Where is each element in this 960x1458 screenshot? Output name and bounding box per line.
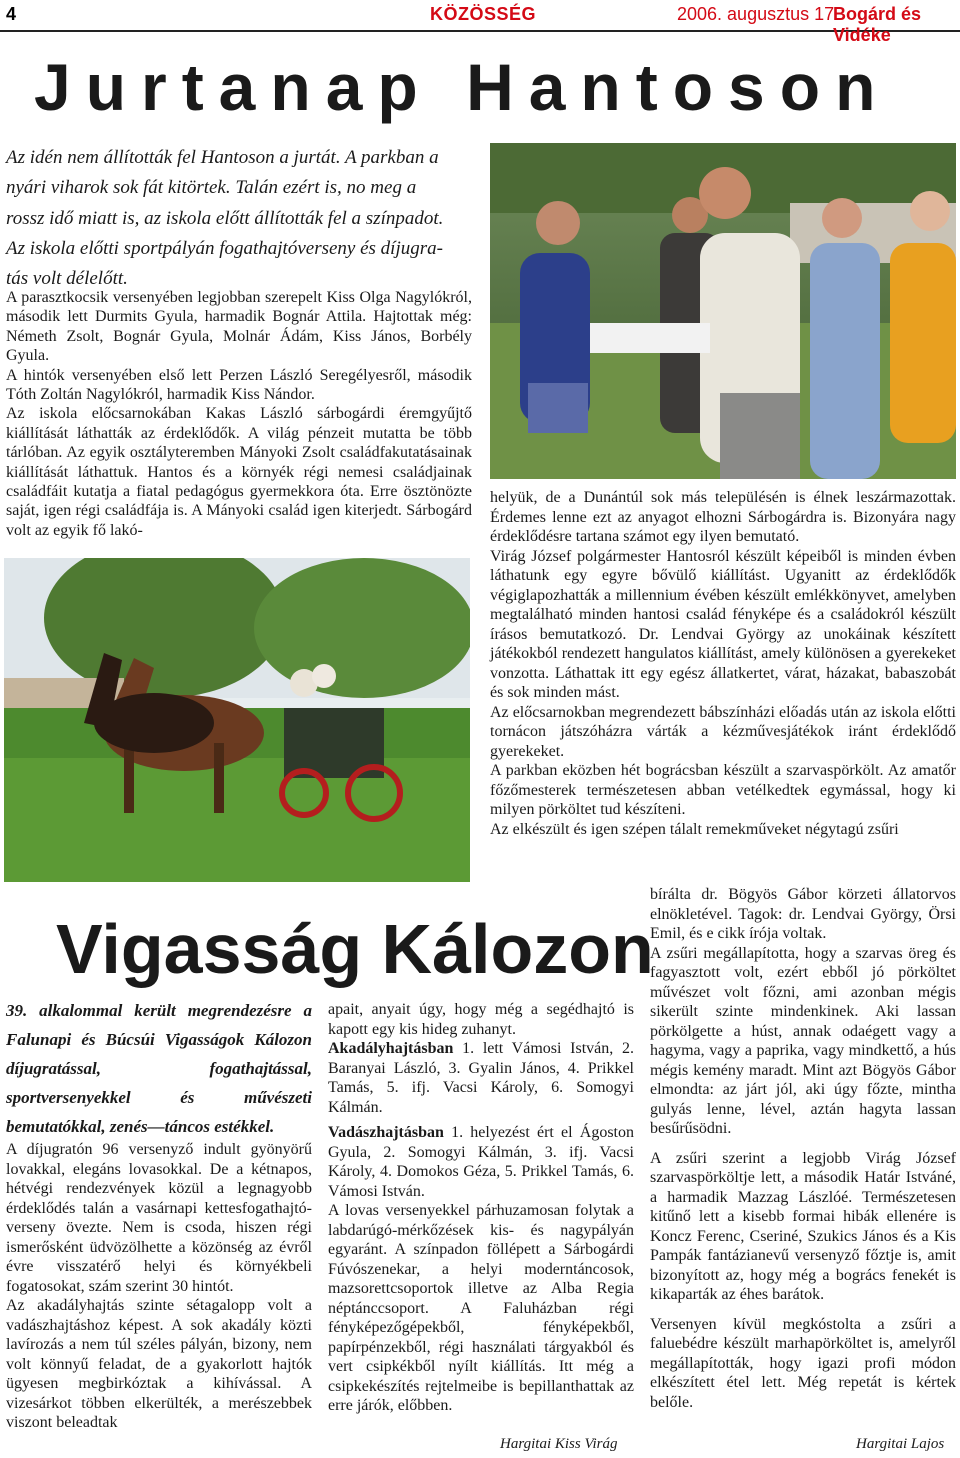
results-label: Vadászhajtásban xyxy=(328,1124,444,1141)
article2-col2 xyxy=(328,1000,634,1416)
lead-line: Az idén nem állították fel Hantoson a jurtát. A parkban a xyxy=(6,147,439,168)
paragraph: apait, anyait úgy, hogy még a segédhajtó is kapott egy kis hideg zuhanyt. xyxy=(328,1001,634,1038)
paragraph: Az akadályhajtás szinte sétagalopp volt a vadászhajtáshoz képest. A sok akadály közti lavírozás a nem túl széles pályán, bizony, nem volt könnyű feladat, de a gyakorlott hajtók ügyesen megbirkóztak a kihívással. A vizesárkot többen elkerülték, a merészebbek viszont beleadtak xyxy=(6,1297,312,1431)
paragraph: A lovas versenyekkel párhuzamosan folytak a labdarúgó-mérkőzések kis- és nagypályán egyaránt. A színpadon föllépett a Sárbogárdi Fúvószenekar, a helyi moderntáncosok, mazsorettcsoportok illetve az Alba Regia néptánccsoport. A Faluházban régi fényképezőgépekből, fényképekből, papírpénzekből, régi használati tárgyakból és vert csipkékből nyílt kiállítás. Itt még a csipkekészítés rejtelmeibe is bepillanthattak az erre járók, előbben. xyxy=(328,1202,634,1414)
paragraph: A díjugratón 96 versenyző indult gyönyörű lovakkal, elegáns lovasokkal. De a kétnapos, hétvégi rendezvények közül a legnagyobb érdeklődés talán a vasárnapi kettesfogathajtó-verseny övezte. Nem is csoda, hiszen régi ismerősként üdvözölhette a közönség az évről évre visszatérő helyi és környékbeli fogatosokat, szám szerint 30 hintót. xyxy=(6,1141,312,1295)
paragraph: Az előcsarnokban megrendezett bábszínházi előadás után az iskola előtti tornácon játszóházra várták a kézművesjátékok iránt érdeklődő gyerekeket. xyxy=(490,703,956,760)
paragraph: A parkban eközben hét bográcsban készült a szarvaspörkölt. Az amatőr főzőmesterek természetesen abban vetélkedtek egymással, hogy ki milyen pörköltet tud készíteni. xyxy=(490,762,956,818)
newspaper-brand: Bogárd és Vidéke xyxy=(833,4,922,45)
article1-body-wrap xyxy=(650,885,956,1412)
paragraph: A parasztkocsik versenyében legjobban szerepelt Kiss Olga Nagylókról, második lett Durmits Gyula, harmadik Bognár Attila. Hajtottak még: Németh Zsolt, Bognár Gyula, Molnár Ádám, Kiss János, Borbély Gyula. xyxy=(6,289,472,365)
article1-body-left xyxy=(6,288,472,540)
paragraph xyxy=(328,1039,634,1117)
issue-date: 2006. augusztus 17. xyxy=(677,4,840,24)
lead-line: nyári viharok sok fát kitörtek. Talán ezért is, no meg a xyxy=(6,177,417,199)
results-label: Akadályhajtásban xyxy=(328,1040,454,1057)
author-credit: Hargitai Kiss Virág xyxy=(500,1436,618,1452)
paragraph: bírálta dr. Bögyös Gábor körzeti állatorvos elnökletével. Tagok: dr. Lendvai György, Örsi Emil, és e cikk írója voltak. xyxy=(650,886,956,942)
article-title-jurtanap: Jurtanap Hantoson xyxy=(34,50,891,124)
paragraph: A hintók versenyében első lett Perzen László Seregélyesről, második Tóth Zoltán Nagylókról, harmadik Kiss Nándor. xyxy=(6,366,472,404)
paragraph: Az iskola előcsarnokában Kakas László sárbogárdi éremgyűjtő kiállítását láthatták az érdeklődők. A világ pénzeit mutatta be több tárlóban. Az egyik osztályteremben Mányoki Zsolt családfakutatásainak kiállítását láthattuk. Hantos és a környék régi nemesi családjainak családfáit kutatja a fiatal pedagógus gyermekkora óta. Erre ösztönözte saját, igen régi családfája is. A Mányoki család igen kiterjedt. Sárbogárd volt az egyik fő lakó- xyxy=(6,405,472,539)
lead-line: rossz idő miatt is, az iskola előtt állították fel a színpadot. xyxy=(6,207,444,229)
article1-body-right xyxy=(490,488,956,839)
article1-lead xyxy=(6,143,476,294)
paragraph: Az elkészült és igen szépen tálalt remekműveket négytagú zsűri xyxy=(490,820,899,838)
lead-line: Az iskola előtti sportpályán fogathajtóverseny és díjugra- xyxy=(6,237,443,259)
paragraph: Virág József polgármester Hantosról készült képeiből is minden évben láthatunk egy egyre bővülő kiállítást. Ugyanitt az érdeklődők végiglapozhatták a millennium évében készült emlékkönyvet, amelyben megtalálható minden hantosi család fényképe és a családokról készült írásos bemutatkozó. Dr. Lendvai György az unokáinak készített játékokból rendezett hangulatos kiállítást, amely különösen a gyerekeket vonzotta. Láthattak itt egy egész állatkertet, várat, házakat, babaszobát és sok minden mást. xyxy=(490,547,956,701)
results-text: 1. lett Vámosi István, 2. Baranyai László, 3. Gyalin János, 4. Prikkel Tamás, 5. ifj. Vacsi Károly, 6. Somogyi Kálmán. xyxy=(328,1040,634,1116)
paragraph xyxy=(328,1123,634,1201)
section-label: KÖZÖSSÉG xyxy=(430,4,537,24)
horse-carriage-photo xyxy=(4,558,470,882)
article2-col1 xyxy=(6,1140,312,1433)
paragraph: helyük, de a Dunántúl sok más településén is élnek leszármazottak. Érdemes lenne ezt az anyagot elhozni Sárbogárdra is. Bizonyára nagy érdeklődésre tartana számot egy ilyen bemutató. xyxy=(490,489,956,545)
author-credit: Hargitai Lajos xyxy=(856,1436,945,1452)
results-text: 1. helyezést ért el Ágoston Gyula, 2. Somogyi Kálmán, 3. ifj. Vacsi Károly, 4. Domokos Géza, 5. Prikkel Tamás, 6. Vámosi István. xyxy=(328,1124,634,1200)
paragraph: Versenyen kívül megkóstolta a zsűri a faluebédre készült marhapörköltet is, amelyről megállapították, hogy igazi profi módon elkészített étel lett. Még repetát is kértek belőle. xyxy=(650,1315,956,1411)
horse-carriage-photo-image xyxy=(4,558,470,882)
handshake-photo xyxy=(490,143,956,479)
paragraph: A zsűri szerint a legjobb Virág József szarvaspörköltje lett, a második Határ Istváné, a harmadik Mazzag Lászlóé. Természetesen kitűnő lett a kisebb formai hibák ellenére is Koncz Ferenc, Cseriné, Szukics János és a Kis Pampák fantázianevű versenyző főztje is, amit bizonyított az, hogy még a bogrács fenekét is kikaparták az éhes barátok. xyxy=(650,1149,956,1303)
lead-line: tás volt délelőtt. xyxy=(6,268,128,290)
paragraph: A zsűri megállapította, hogy a szarvas öreg és fagyasztott volt, ezért ebből jó pörköltet művészet volt főzni, ami azonban mégis sikerült szinte mindenkinek. Aki lassan pörkölgette a húst, annak odaégett vagy a hagyma, vagy a paprika, vagy mindkettő, a hús mégis kemény maradt. Mint azt Bögyös Gábor elmondta: az járt jól, aki úgy főzte, mintha gulyás lenne, lével, aztán hagyta lassan besűrűsödni. xyxy=(650,944,956,1137)
page-number: 4 xyxy=(6,4,17,24)
article2-lead: 39. alkalommal került megrendezésre a Falunapi és Búcsúi Vigasságok Kálozon díjugratással, fogathajtással, sportversenyekkel és művészeti bemutatókkal, zenés—táncos estékkel. xyxy=(6,1001,312,1136)
page-header xyxy=(0,0,960,45)
handshake-photo-image xyxy=(490,143,956,479)
article-title-vigassag: Vigasság Kálozon xyxy=(56,910,654,988)
